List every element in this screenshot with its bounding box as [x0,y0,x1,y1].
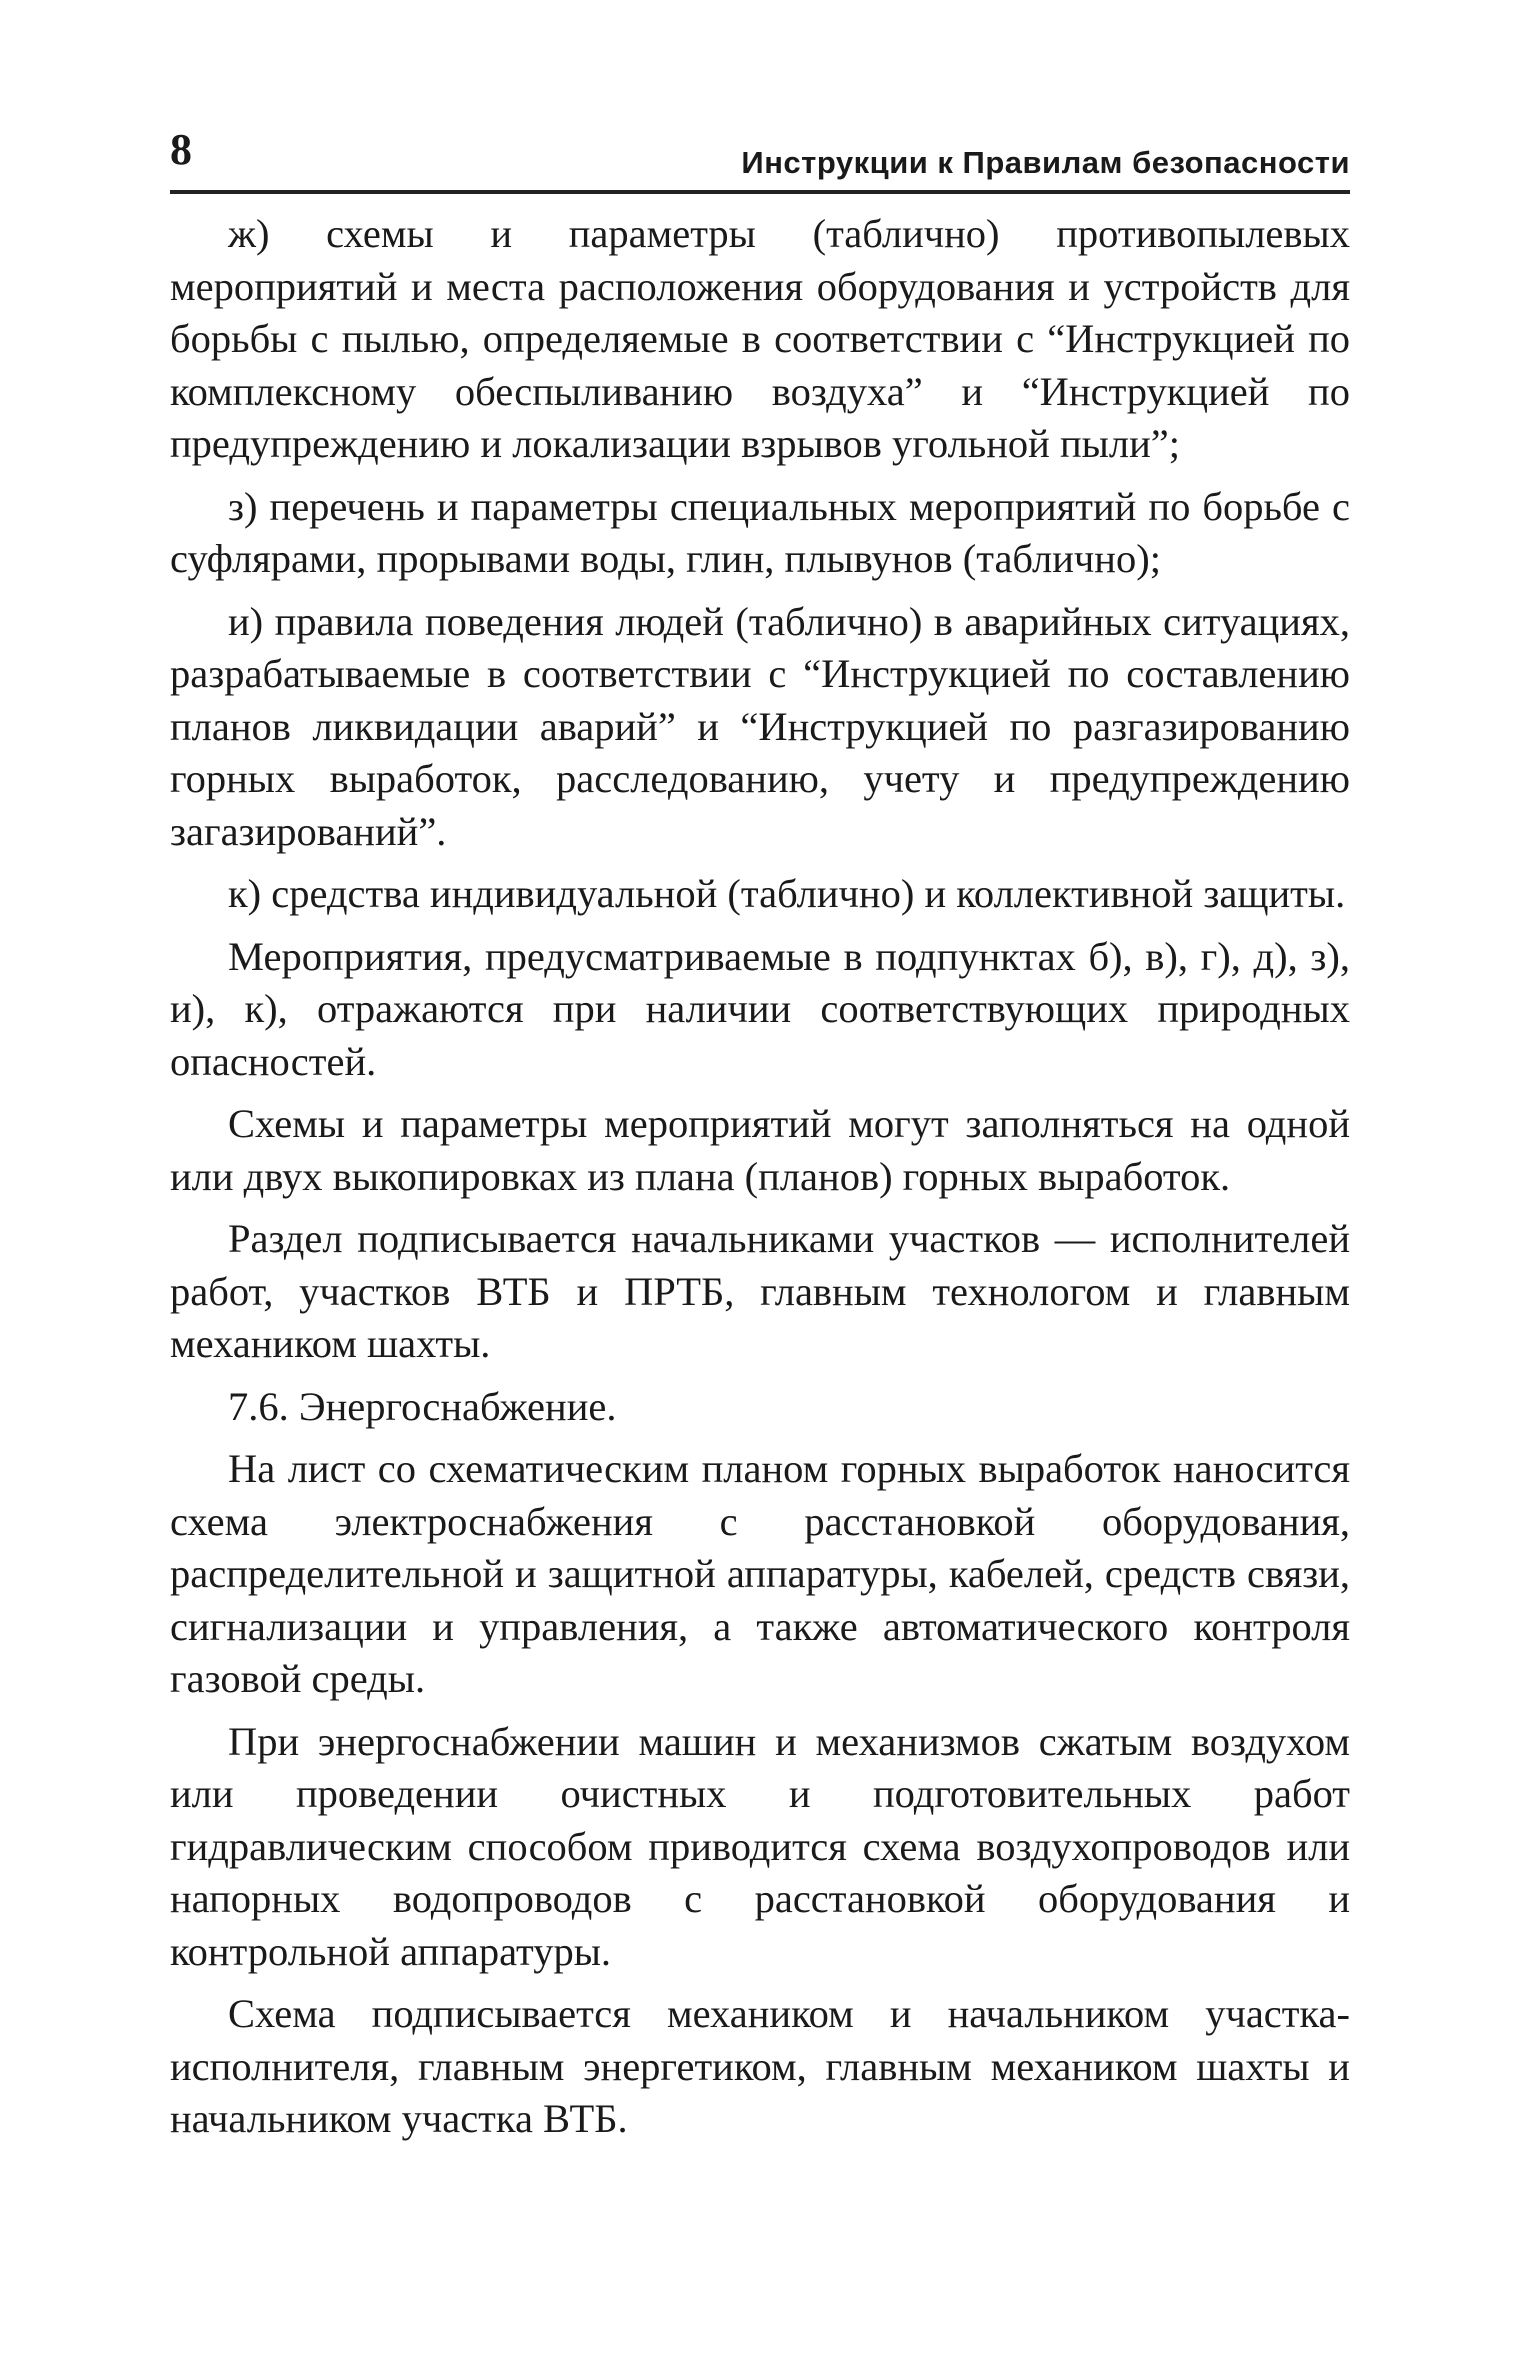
paragraph-schemes-note: Схемы и параметры мероприятий могут заполняться на одной или двух выкопировках из плана (планов) горных выработок. [170,1101,1350,1199]
paragraph-i-emergency-rules: и) правила поведения людей (таблично) в аварийных ситуациях, разрабатываемые в соответствии с “Инструкцией по составлению планов ликвидации аварий” и “Инструкцией по разгазированию горных выработок, расследованию, учету и предупреждению загазирований”. [170,598,1350,854]
paragraph-k-protection-means: к) средства индивидуальной (таблично) и коллективной защиты. [228,871,1346,916]
page-number: 8 [170,125,192,174]
page-header [170,125,1350,188]
paragraph-z-special-measures: з) перечень и параметры специальных мероприятий по борьбе с суфлярами, прорывами воды, глин, плывунов (таблично); [170,483,1350,581]
running-title: Инструкции к Правилам безопасности [741,145,1350,180]
paragraph-compressed-air: При энергоснабжении машин и механизмов сжатым воздухом или проведении очистных и подготовительных работ гидравлическим способом приводится схема воздухопроводов или напорных водопроводов с расстановкой оборудования и контрольной аппаратуры. [170,1718,1350,1974]
paragraph-zh-dust-measures: ж) схемы и параметры (таблично) противопылевых мероприятий и места расположения оборудования и устройств для борьбы с пылью, определяемые в соответствии с “Инструкцией по комплексному обеспыливанию воздуха” и “Инструкцией по предупреждению и локализации взрывов угольной пыли”; [170,211,1350,466]
paragraph-measures-note: Мероприятия, предусматриваемые в подпунктах б), в), г), д), з), и), к), отражаются при наличии соответствующих природных опасностей. [170,933,1350,1084]
header-divider [170,190,1350,194]
paragraph-scheme-signatures: Схема подписывается механиком и начальником участка-исполнителя, главным энергетиком, главным механиком шахты и начальником участка ВТБ. [170,1991,1350,2141]
body-text [170,208,1350,2156]
paragraph-section-signatures: Раздел подписывается начальниками участков — исполнителей работ, участков ВТБ и ПРТБ, главным технологом и главным механиком шахты. [170,1216,1350,1366]
section-heading-energy-supply: 7.6. Энергоснабжение. [228,1383,617,1429]
paragraph-electric-scheme: На лист со схематическим планом горных выработок наносится схема электроснабжения с расстановкой оборудования, распределительной и защитной аппаратуры, кабелей, средств связи, сигнализации и управления, а также автоматического контроля газовой среды. [170,1446,1350,1701]
